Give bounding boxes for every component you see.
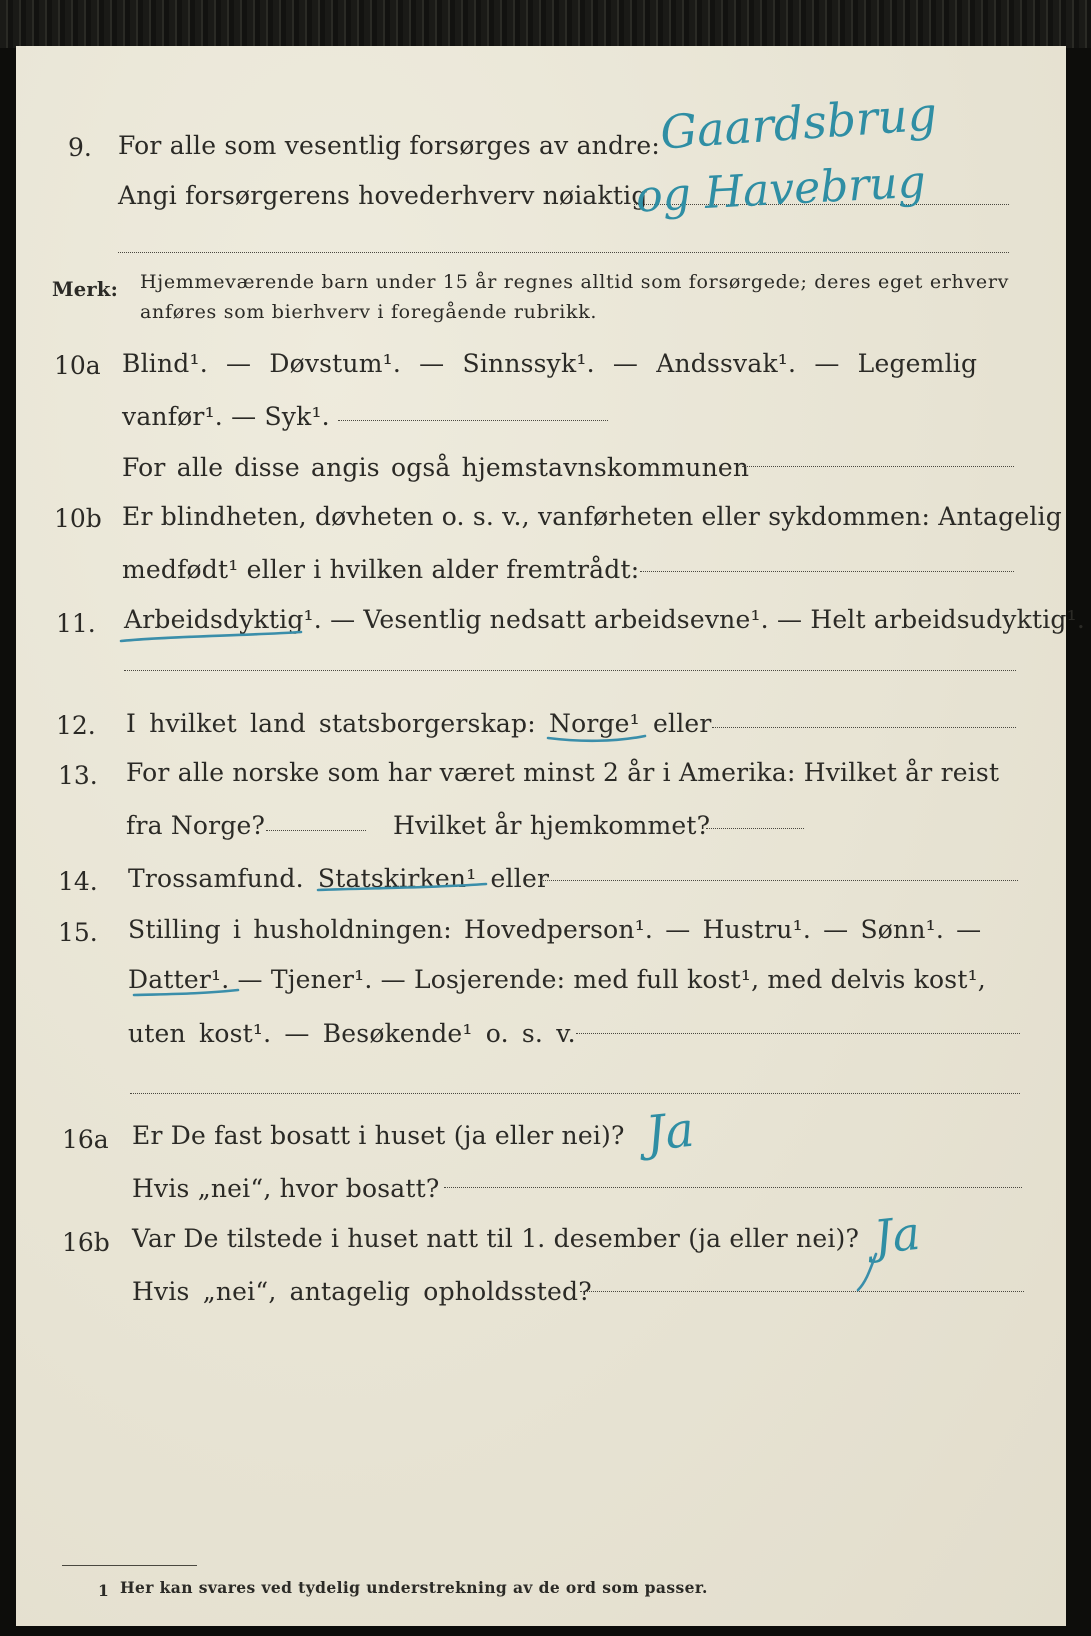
- q16a-handwritten-answer: Ja: [643, 1101, 697, 1163]
- scan-border-strip: [0, 0, 1091, 48]
- q15-answer-line-2[interactable]: [130, 1093, 1020, 1094]
- q11-answer-line[interactable]: [124, 670, 1016, 671]
- q9-number: 9.: [68, 133, 92, 162]
- merk-text-line1: Hjemmeværende barn under 15 år regnes alltid som forsørgede; deres eget erhverv: [140, 271, 1010, 293]
- q13-text-line2a: fra Norge?: [126, 811, 266, 840]
- q11-text-line1: Arbeidsdyktig¹. — Vesentlig nedsatt arbeidsevne¹. — Helt arbeidsudyktig¹.: [124, 605, 1085, 634]
- q16a-number: 16a: [62, 1125, 109, 1154]
- q10a-text-line1: Blind¹. — Døvstum¹. — Sinnssyk¹. — Andssvak¹. — Legemlig: [122, 349, 978, 378]
- q15-answer-line[interactable]: [576, 1033, 1020, 1034]
- q16b-handwritten-answer: Ja: [871, 1205, 923, 1265]
- q15-text-line1: Stilling i husholdningen: Hovedperson¹. — Hustru¹. — Sønn¹. —: [128, 915, 982, 944]
- q9-text-line2: Angi forsørgerens hovederhverv nøiaktig: [118, 181, 648, 210]
- q13-return-year-line[interactable]: [706, 828, 804, 829]
- q16b-number: 16b: [62, 1228, 110, 1257]
- q10b-text-line2: medfødt¹ eller i hvilken alder fremtrådt:: [122, 555, 640, 584]
- q13-number: 13.: [58, 761, 98, 790]
- q13-text-line1: For alle norske som har været minst 2 år i Amerika: Hvilket år reist: [126, 758, 1000, 787]
- q16b-text-line2: Hvis „nei“, antagelig opholdssted?: [132, 1277, 592, 1306]
- q10b-answer-line[interactable]: [640, 571, 1014, 572]
- footnote-rule: [62, 1565, 197, 1566]
- q10b-number: 10b: [54, 504, 102, 533]
- q13-left-year-line[interactable]: [266, 830, 366, 831]
- merk-label: Merk:: [52, 278, 118, 301]
- q15-number: 15.: [58, 918, 98, 947]
- q16a-text-line2: Hvis „nei“, hvor bosatt?: [132, 1174, 440, 1203]
- q10a-text-line2: vanfør¹. — Syk¹.: [122, 402, 330, 431]
- q16a-answer-line[interactable]: [444, 1187, 1022, 1188]
- q16b-text-line1: Var De tilstede i huset natt til 1. desember (ja eller nei)?: [132, 1224, 860, 1253]
- q12-text-line1: I hvilket land statsborgerskap: Norge¹ eller: [126, 709, 712, 738]
- q14-answer-line[interactable]: [540, 880, 1018, 881]
- q11-number: 11.: [56, 609, 96, 638]
- q16b-answer-line[interactable]: [580, 1291, 1024, 1292]
- q9-handwritten-answer-1: Gaardsbrug: [658, 86, 939, 160]
- merk-text-line2: anføres som bierhverv i foregående rubrikk.: [140, 301, 598, 323]
- q14-number: 14.: [58, 867, 98, 896]
- q16a-text-line1: Er De fast bosatt i huset (ja eller nei)?: [132, 1121, 625, 1150]
- q9-answer-line-2[interactable]: [118, 252, 1009, 253]
- q10b-text-line1: Er blindheten, døvheten o. s. v., vanførheten eller sykdommen: Antagelig: [122, 502, 1062, 531]
- q12-number: 12.: [56, 711, 96, 740]
- q10a-text-line3: For alle disse angis også hjemstavnskommunen: [122, 453, 750, 482]
- q10a-number: 10a: [54, 351, 101, 380]
- q9-text-line1: For alle som vesentlig forsørges av andre:: [118, 131, 660, 160]
- q15-text-line2: Datter¹. — Tjener¹. — Losjerende: med full kost¹, med delvis kost¹,: [128, 965, 986, 994]
- q10a-answer-line[interactable]: [338, 420, 608, 421]
- q15-text-line3: uten kost¹. — Besøkende¹ o. s. v.: [128, 1019, 576, 1048]
- footnote-text: Her kan svares ved tydelig understrekning av de ord som passer.: [120, 1578, 708, 1597]
- footnote-mark: 1: [98, 1581, 109, 1600]
- q10a-municipality-line[interactable]: [742, 466, 1014, 467]
- q12-answer-line[interactable]: [712, 727, 1016, 728]
- q9-handwritten-answer-2: og Havebrug: [634, 156, 927, 223]
- q13-text-line2b: Hvilket år hjemkommet?: [393, 811, 711, 840]
- q14-text-line1: Trossamfund. Statskirken¹ eller: [128, 864, 550, 893]
